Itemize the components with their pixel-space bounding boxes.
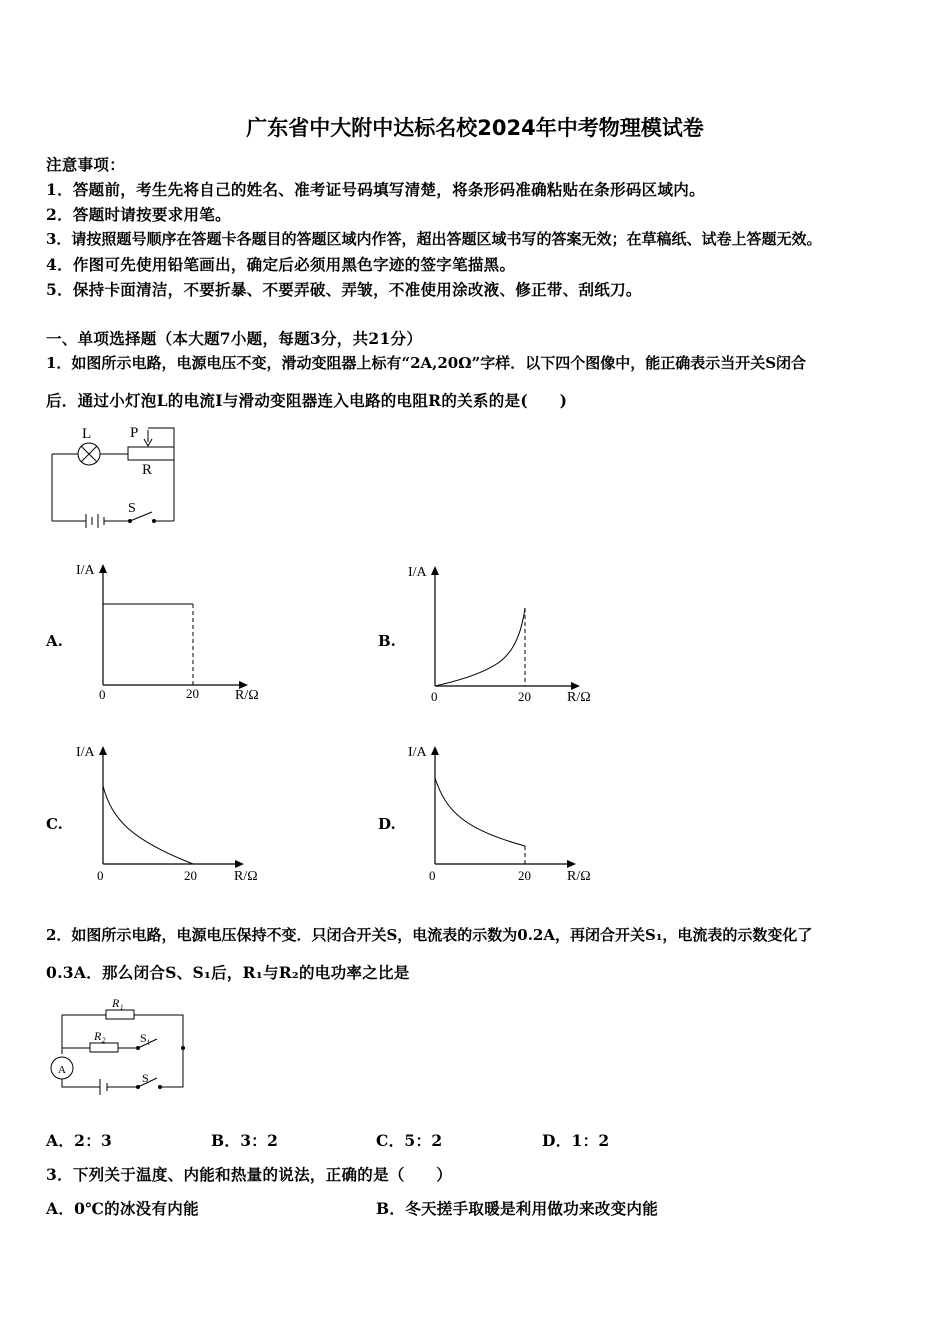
x-mark-label: 20 [518,689,531,704]
x-axis-label: R/Ω [567,690,591,705]
q2-option-a[interactable]: A．2：3 [46,1131,113,1150]
question-2-stem: 2．如图所示电路，电源电压保持不变．只闭合开关S，电流表的示数为0.2A，再闭合开关S₁，电流表的示数变化了 [46,926,813,944]
notice-item: 1．答题前，考生先将自己的姓名、准考证号码填写清楚，将条形码准确粘贴在条形码区域内。 [46,180,705,199]
q2-option-b[interactable]: B．3：2 [211,1131,279,1150]
question-2-stem-cont: 0.3A．那么闭合S、S₁后，R₁与R₂的电功率之比是 [46,963,410,982]
r2-label: R₂ [94,1029,106,1043]
resistor-symbol [128,447,174,460]
q1-circuit-diagram [48,420,188,530]
lamp-label: L [82,426,92,442]
x-axis-label: R/Ω [567,869,591,884]
notice-item: 4．作图可先使用铅笔画出，确定后必须用黑色字迹的签字笔描黑。 [46,255,516,274]
page-title: 广东省中大附中达标名校2024年中考物理模试卷 [246,116,704,140]
r1-label: R₁ [112,996,124,1010]
q2-option-c[interactable]: C．5：2 [376,1131,443,1150]
origin-label: 0 [429,868,436,883]
ammeter-label: A [58,1064,66,1076]
graph-d [404,740,604,885]
switch-label: S [128,501,136,516]
resistor-label: R [142,462,153,478]
notice-item: 3．请按照题号顺序在答题卡各题目的答题区域内作答，超出答题区域书写的答案无效；在草稿纸、试卷上答题无效。 [46,230,822,248]
r2-symbol [90,1043,118,1052]
x-mark-label: 20 [186,686,199,701]
s-label: S [142,1071,149,1085]
graph-a [72,558,272,703]
x-mark-label: 20 [518,868,531,883]
option-a-label[interactable]: A. [46,632,63,650]
option-b-label[interactable]: B. [378,632,396,650]
x-axis-label: R/Ω [235,688,259,703]
slider-label: P [130,425,139,441]
s1-label: S₁ [140,1031,151,1045]
origin-label: 0 [99,687,106,702]
option-d-label[interactable]: D. [378,815,396,833]
section-heading: 一、单项选择题（本大题7小题，每题3分，共21分） [46,329,423,348]
x-mark-label: 20 [184,868,197,883]
notice-heading: 注意事项： [46,155,126,174]
y-axis-label: I/A [76,563,95,578]
question-3-stem: 3．下列关于温度、内能和热量的说法，正确的是（ ） [46,1165,453,1184]
y-axis-label: I/A [408,565,427,580]
option-c-label[interactable]: C. [46,815,63,833]
notice-item: 5．保持卡面清洁，不要折暴、不要弄破、弄皱，不准使用涂改液、修正带、刮纸刀。 [46,280,642,299]
y-axis-label: I/A [408,745,427,760]
q2-option-d[interactable]: D．1：2 [542,1131,610,1150]
origin-label: 0 [97,868,104,883]
q2-circuit-diagram [44,992,194,1092]
q3-option-b[interactable]: B．冬天搓手取暖是利用做功来改变内能 [376,1199,659,1218]
question-1-stem-cont: 后．通过小灯泡L的电流I与滑动变阻器连入电路的电阻R的关系的是( ) [46,391,568,410]
graph-c [72,740,272,885]
question-1-stem: 1．如图所示电路，电源电压不变，滑动变阻器上标有“2A,20Ω”字样．以下四个图像中，能正确表示当开关S闭合 [46,354,807,372]
origin-label: 0 [431,689,438,704]
y-axis-label: I/A [76,745,95,760]
notice-item: 2．答题时请按要求用笔。 [46,205,231,224]
q3-option-a[interactable]: A．0℃的冰没有内能 [46,1199,199,1218]
graph-b [404,560,604,705]
x-axis-label: R/Ω [234,869,258,884]
r1-symbol [106,1010,134,1019]
